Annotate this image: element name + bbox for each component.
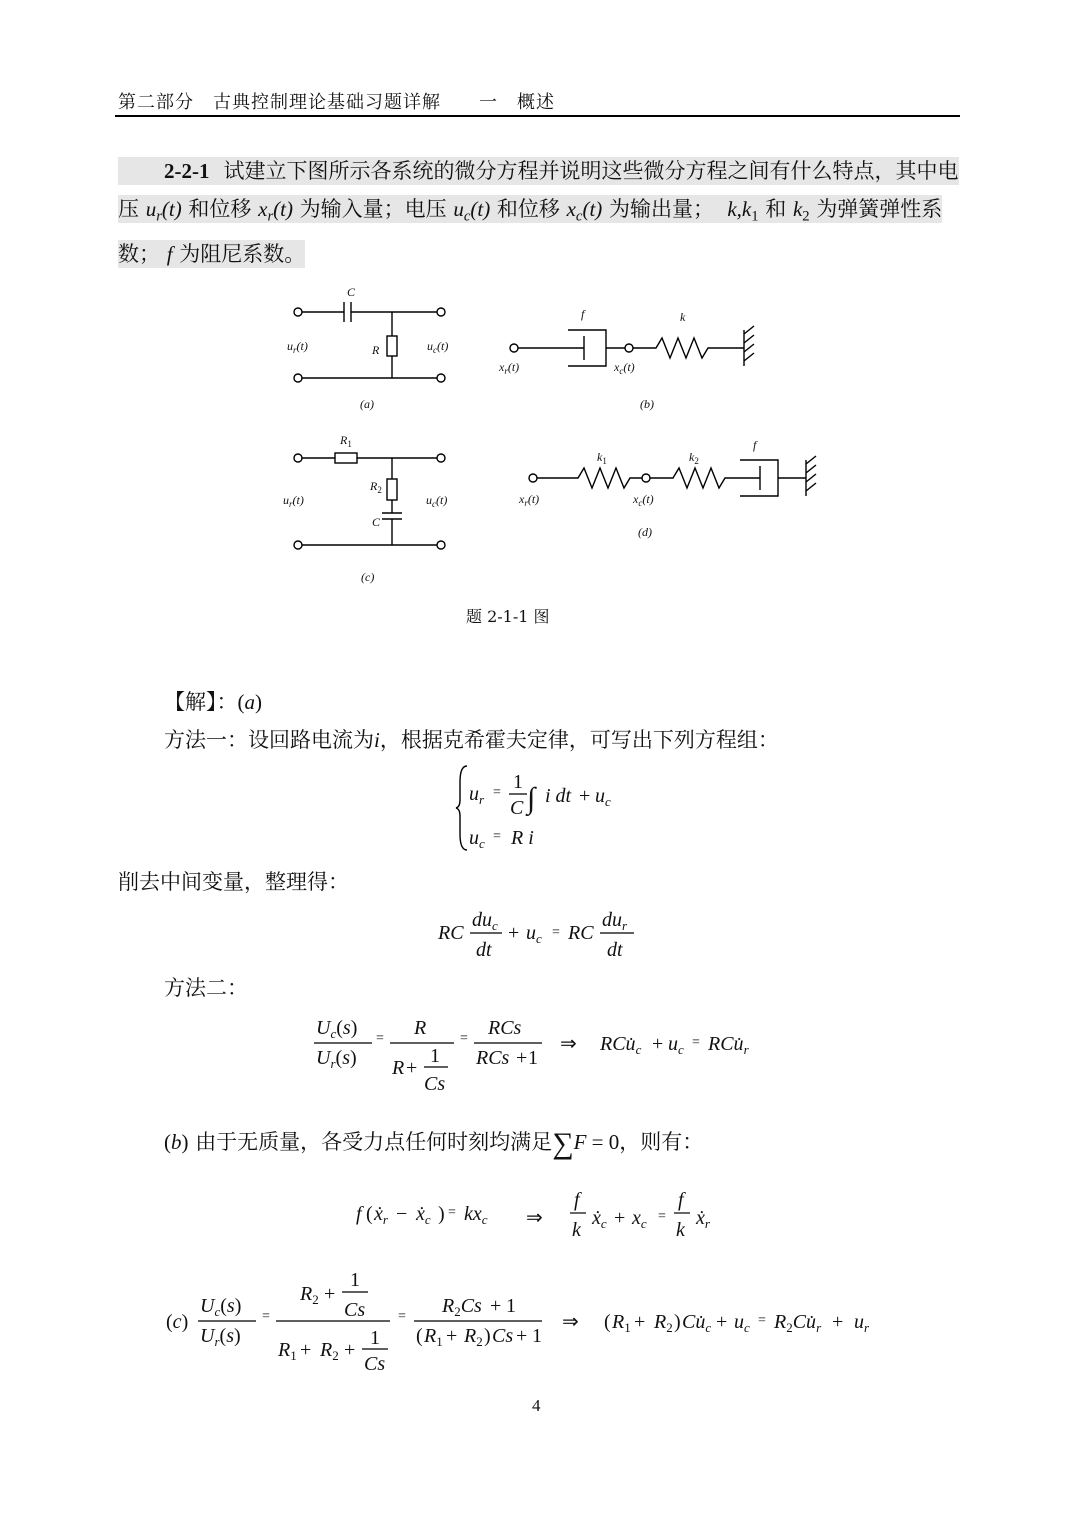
svg-text:uc: $u_c$ xyxy=(595,785,611,809)
label-b-xc: $x_c(t)$ xyxy=(614,360,635,376)
svg-text:f: f xyxy=(574,1189,580,1211)
svg-text:+: + xyxy=(614,1207,626,1229)
svg-text:(: ( xyxy=(604,1311,611,1333)
svg-text:R1: $R_1$ xyxy=(278,1339,297,1363)
label-a-R: R xyxy=(372,343,380,357)
svg-text:=: = xyxy=(552,925,560,940)
svg-text:+: + xyxy=(516,1047,528,1069)
svg-text:k: k xyxy=(676,1219,685,1241)
figure-2-1-1 xyxy=(278,280,838,600)
svg-text:=: = xyxy=(398,1309,406,1324)
svg-text:+: + xyxy=(406,1057,418,1079)
svg-text:RCs: RCs xyxy=(488,1017,522,1039)
svg-text:+: + xyxy=(516,1325,528,1347)
svg-text:duc: $du_c$ xyxy=(472,909,498,933)
label-b-k: k xyxy=(680,310,686,324)
svg-text:=: = xyxy=(692,1035,700,1050)
label-d-k2: $k_2$ xyxy=(689,450,699,466)
svg-text:=: = xyxy=(493,829,501,844)
svg-text:=: = xyxy=(460,1031,468,1046)
svg-text:1: 1 xyxy=(370,1327,380,1349)
page-number: 4 xyxy=(532,1396,541,1415)
svg-text:R2: $R_2$ xyxy=(464,1325,483,1349)
svg-text:⇒: ⇒ xyxy=(526,1207,543,1229)
label-c-ur: $u_r(t)$ xyxy=(283,493,304,509)
svg-text:(c): (c) xyxy=(166,1311,189,1333)
svg-text:f: f xyxy=(356,1203,362,1225)
part-b-sum: ∑F = 0 xyxy=(552,1127,620,1160)
svg-text:uc: $u_c$ xyxy=(526,922,542,946)
svg-text:(: ( xyxy=(366,1203,373,1225)
svg-text:RCs: RCs xyxy=(476,1047,510,1069)
svg-text:=: = xyxy=(448,1205,456,1220)
problem-number: 2-2-1 xyxy=(164,159,210,183)
eliminate-text: 削去中间变量，整理得： xyxy=(118,870,349,894)
circuit-a xyxy=(294,302,445,382)
svg-text:ẋc: ẋ$_c$ xyxy=(592,1207,607,1231)
label-c-R1: $R_1$ xyxy=(340,433,352,449)
svg-text:⇒: ⇒ xyxy=(562,1311,579,1333)
label-a-ur: $u_r(t)$ xyxy=(287,339,308,355)
problem-statement xyxy=(118,152,963,273)
problem-text-3: 为输入量；电压 xyxy=(299,197,447,221)
svg-text:ẋc: ẋ$_c$ xyxy=(416,1203,431,1227)
svg-text:+: + xyxy=(716,1311,728,1333)
svg-text:Uc(s): $U_c(s)$ xyxy=(200,1295,242,1319)
svg-text:ur: $u_r$ xyxy=(469,783,485,807)
svg-text:Cs: Cs xyxy=(344,1299,366,1321)
svg-text:1: 1 xyxy=(430,1045,440,1067)
svg-text:=: = xyxy=(658,1209,666,1224)
var-xr: $x_r(t)$ xyxy=(258,197,293,225)
label-a-C: C xyxy=(347,285,356,299)
part-b-line xyxy=(164,1126,703,1161)
method1-var: i xyxy=(374,728,380,752)
svg-text:=: = xyxy=(262,1309,270,1324)
header-rule xyxy=(115,115,960,117)
equation-system-1 xyxy=(455,762,625,854)
svg-text:RC: RC xyxy=(568,922,594,944)
var-xc: $x_c(t)$ xyxy=(566,197,603,225)
label-d-xc: $x_c(t)$ xyxy=(633,492,654,508)
svg-text:Cu̇c: $Cu̇_c$ xyxy=(682,1311,712,1335)
svg-text:dt: dt xyxy=(476,939,492,961)
svg-text:+: + xyxy=(490,1295,502,1317)
svg-text:R1: $R_1$ xyxy=(424,1325,443,1349)
svg-text:f: f xyxy=(678,1189,684,1211)
circuit-c xyxy=(294,453,448,549)
part-b-text: 由于无质量，各受力点任何时刻均满足 xyxy=(195,1130,553,1154)
svg-text:RCu̇c: $RCu̇_c$ xyxy=(600,1033,642,1057)
svg-text:R2Cs: $R_2Cs$ xyxy=(442,1295,482,1319)
svg-text:R i: R i xyxy=(511,827,534,849)
method1-rest: ，根据克希霍夫定律，可写出下列方程组： xyxy=(379,728,779,752)
svg-text:+: + xyxy=(579,785,591,807)
var-f: f xyxy=(166,242,173,267)
svg-text:R2: $R_2$ xyxy=(300,1283,319,1307)
svg-text:∫: ∫ xyxy=(527,782,536,815)
svg-text:+: + xyxy=(324,1283,336,1305)
svg-text:C: C xyxy=(510,797,524,819)
svg-text:1: 1 xyxy=(506,1295,516,1317)
svg-text:i dt: i dt xyxy=(545,785,572,807)
part-a-label: (a) xyxy=(237,690,262,714)
equation-3 xyxy=(312,1012,782,1098)
svg-text:R2: $R_2$ xyxy=(654,1311,673,1335)
svg-text:+: + xyxy=(652,1033,664,1055)
svg-text:⇒: ⇒ xyxy=(560,1033,577,1055)
svg-text:R: R xyxy=(414,1017,427,1039)
label-d-k1: $k_1$ xyxy=(597,450,607,466)
problem-text-2: 和位移 xyxy=(188,197,252,221)
svg-text:Cs: Cs xyxy=(364,1353,386,1375)
svg-text:ur: $u_r$ xyxy=(854,1311,870,1335)
problem-text-6: 和 xyxy=(765,197,787,221)
svg-text:=: = xyxy=(493,785,501,800)
svg-text:+: + xyxy=(634,1311,646,1333)
svg-text:+: + xyxy=(832,1311,844,1333)
label-c-uc: $u_c(t)$ xyxy=(426,493,448,509)
svg-text:): ) xyxy=(484,1325,491,1347)
problem-text-8: 为阻尼系数。 xyxy=(179,242,306,267)
problem-text-7: 为弹簧弹性系数； xyxy=(118,197,943,267)
svg-text:R2Cu̇r: $R_2Cu̇_r$ xyxy=(774,1311,822,1335)
svg-text:xc: $x_c$ xyxy=(632,1207,647,1231)
svg-text:Uc(s): $U_c(s)$ xyxy=(316,1017,358,1041)
svg-text:+: + xyxy=(300,1339,312,1361)
sublabel-b: (b) xyxy=(640,397,654,411)
svg-text:ẋr: ẋ$_r$ xyxy=(374,1203,388,1227)
problem-text-1: 试建立下图所示各系统的微分方程并说明这些微分方程之间有什么特点，其中电压 xyxy=(118,159,959,221)
label-c-R2: $R_2$ xyxy=(370,479,382,495)
label-c-C: C xyxy=(372,515,381,529)
svg-text:RC: RC xyxy=(438,922,464,944)
equation-5 xyxy=(164,1264,904,1376)
svg-text:+: + xyxy=(508,922,520,944)
svg-text:−: − xyxy=(396,1203,408,1225)
svg-text:dt: dt xyxy=(607,939,623,961)
part-b-label: (b) xyxy=(164,1130,189,1154)
mechanical-d xyxy=(529,456,816,496)
svg-text:1: 1 xyxy=(532,1325,542,1347)
svg-text:dur: $du_r$ xyxy=(602,909,628,933)
svg-text:uc: $u_c$ xyxy=(734,1311,750,1335)
problem-text-5: 为输出量； xyxy=(608,197,714,221)
solution-heading xyxy=(164,686,262,716)
svg-text:R: R xyxy=(392,1057,405,1079)
part-b-rest: ，则有： xyxy=(619,1130,704,1154)
svg-text:k: k xyxy=(572,1219,581,1241)
label-a-uc: $u_c(t)$ xyxy=(427,339,449,355)
svg-text:Ur(s): $U_r(s)$ xyxy=(200,1325,241,1349)
label-b-xr: $x_r(t)$ xyxy=(499,360,520,376)
svg-text:=: = xyxy=(376,1031,384,1046)
svg-text:=: = xyxy=(758,1313,766,1328)
svg-text:R2: $R_2$ xyxy=(320,1339,339,1363)
svg-text:1: 1 xyxy=(513,771,523,793)
svg-text:uc: $u_c$ xyxy=(469,827,485,851)
figure-caption: 题 2-1-1 图 xyxy=(466,607,550,626)
method1-text: 方法一：设回路电流为 xyxy=(164,728,374,752)
label-d-f: f xyxy=(753,438,757,452)
problem-text-4: 和位移 xyxy=(496,197,560,221)
svg-text:(: ( xyxy=(416,1325,423,1347)
var-k-k1: $k,k_1$ xyxy=(727,197,759,225)
svg-text:RCu̇r: $RCu̇_r$ xyxy=(708,1033,749,1057)
svg-text:1: 1 xyxy=(528,1047,538,1069)
svg-text:+: + xyxy=(446,1325,458,1347)
label-b-f: f xyxy=(581,307,585,321)
svg-text:uc: $u_c$ xyxy=(668,1033,684,1057)
svg-text:): ) xyxy=(674,1311,681,1333)
svg-text:R1: $R_1$ xyxy=(612,1311,631,1335)
svg-text:ẋr: ẋ$_r$ xyxy=(696,1207,710,1231)
equation-4 xyxy=(352,1186,732,1246)
var-ur: $u_r(t)$ xyxy=(145,197,182,225)
var-uc: $u_c(t)$ xyxy=(453,197,491,225)
solution-heading-text: 【解】： xyxy=(164,690,238,714)
svg-text:Ur(s): $U_r(s)$ xyxy=(316,1047,357,1071)
svg-text:kxc: $kx_c$ xyxy=(464,1203,488,1227)
method1-line xyxy=(164,724,779,754)
svg-text:+: + xyxy=(344,1339,356,1361)
equation-2 xyxy=(436,906,646,964)
sublabel-d: (d) xyxy=(638,525,652,539)
svg-text:): ) xyxy=(438,1203,445,1225)
var-k2: $k_2$ xyxy=(792,197,810,225)
svg-text:1: 1 xyxy=(350,1269,360,1291)
method2-text: 方法二： xyxy=(164,976,248,1000)
label-d-xr: $x_r(t)$ xyxy=(519,492,540,508)
svg-text:Cs: Cs xyxy=(492,1325,514,1347)
page-header: 第二部分 古典控制理论基础习题详解 一 概述 xyxy=(118,92,555,113)
svg-text:Cs: Cs xyxy=(424,1073,446,1095)
sublabel-a: (a) xyxy=(360,397,374,411)
sublabel-c: (c) xyxy=(361,570,375,584)
